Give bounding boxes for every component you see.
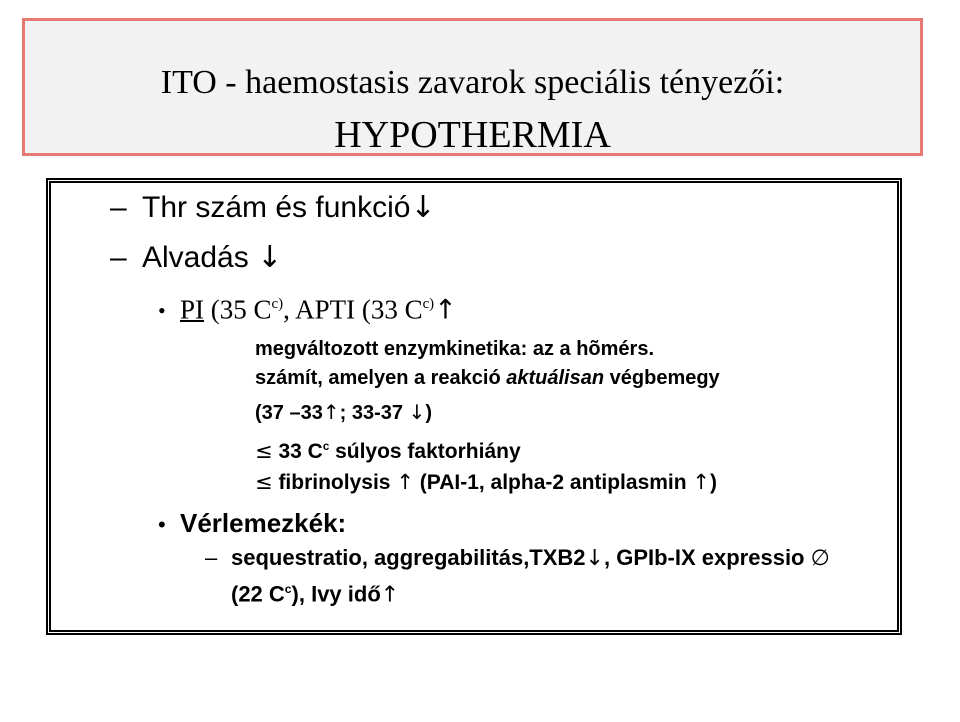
detail-e-text-2: (PAI-1, alpha-2 antiplasmin <box>413 471 693 494</box>
superscript: c <box>284 582 292 596</box>
detail-e-text-3: ) <box>710 471 718 494</box>
pi-line <box>158 288 457 327</box>
seq-text: sequestratio, aggregabilitás,TXB2 <box>231 545 586 570</box>
title-line-2: HYPOTHERMIA <box>334 114 611 156</box>
up-arrow-icon: ↑ <box>396 470 414 494</box>
detail-d-text-2: súlyos faktorhiány <box>329 440 521 464</box>
empty-set-icon: ∅ <box>810 546 830 571</box>
superscript: c) <box>422 296 435 312</box>
superscript: c) <box>271 296 284 312</box>
bullet-marker: • <box>158 512 166 537</box>
detail-line-b <box>255 366 720 390</box>
title-line-1: ITO - haemostasis zavarok speciális tényezői: <box>160 64 785 101</box>
detail-line-a: megváltozott enzymkinetika: az a hõmérs. <box>255 338 655 360</box>
down-arrow-icon: ↓ <box>585 546 604 571</box>
down-arrow-icon: ↓ <box>408 400 426 424</box>
thr-text: Thr szám és funkció <box>142 191 411 224</box>
detail-b-italic: aktuálisan <box>506 367 605 389</box>
detail-c-text: (37 –33 <box>255 402 323 424</box>
detail-line-e <box>255 469 717 496</box>
detail-c-text-3: ) <box>425 402 432 424</box>
alvadas-text: Alvadás <box>142 241 249 274</box>
up-arrow-icon: ↑ <box>322 400 340 424</box>
up-arrow-icon: ↑ <box>380 582 400 608</box>
down-arrow-icon: ↓ <box>257 240 283 275</box>
dash-marker: – <box>110 191 127 224</box>
seq-l2-text-2: ), Ivy idő <box>291 581 381 607</box>
less-equal-icon: ≤ <box>255 470 273 494</box>
dash-marker: – <box>110 241 127 274</box>
up-arrow-icon: ↑ <box>434 294 457 326</box>
less-equal-icon: ≤ <box>255 439 273 464</box>
verlemezkek-text: Vérlemezkék: <box>180 508 347 538</box>
detail-c-text-2: ; 33-37 <box>339 402 409 424</box>
detail-d-text: 33 C <box>272 440 323 464</box>
thr-line <box>110 191 436 225</box>
superscript: c <box>322 441 330 453</box>
pi-temp-b: , APTI (33 C <box>283 294 423 325</box>
seq-l2-text: (22 C <box>231 581 285 607</box>
verlemezkek-line <box>158 507 346 541</box>
detail-line-d <box>255 434 521 465</box>
sequestratio-line-2 <box>231 576 399 608</box>
dash-marker: – <box>205 545 218 570</box>
title-box <box>22 18 923 156</box>
detail-b-text-end: végbemegy <box>604 367 720 389</box>
pi-label: PI <box>180 294 205 325</box>
detail-b-text: számít, amelyen a reakció <box>255 367 507 389</box>
detail-e-text: fibrinolysis <box>272 471 397 494</box>
down-arrow-icon: ↓ <box>410 190 436 225</box>
pi-temp-a: (35 C <box>204 294 272 325</box>
bullet-marker: • <box>158 298 166 324</box>
up-arrow-icon: ↑ <box>692 470 711 494</box>
sequestratio-line <box>205 545 830 572</box>
detail-line-c <box>255 400 432 425</box>
seq-text-2: , GPIb-IX expressio <box>603 545 811 570</box>
alvadas-line <box>110 241 282 275</box>
